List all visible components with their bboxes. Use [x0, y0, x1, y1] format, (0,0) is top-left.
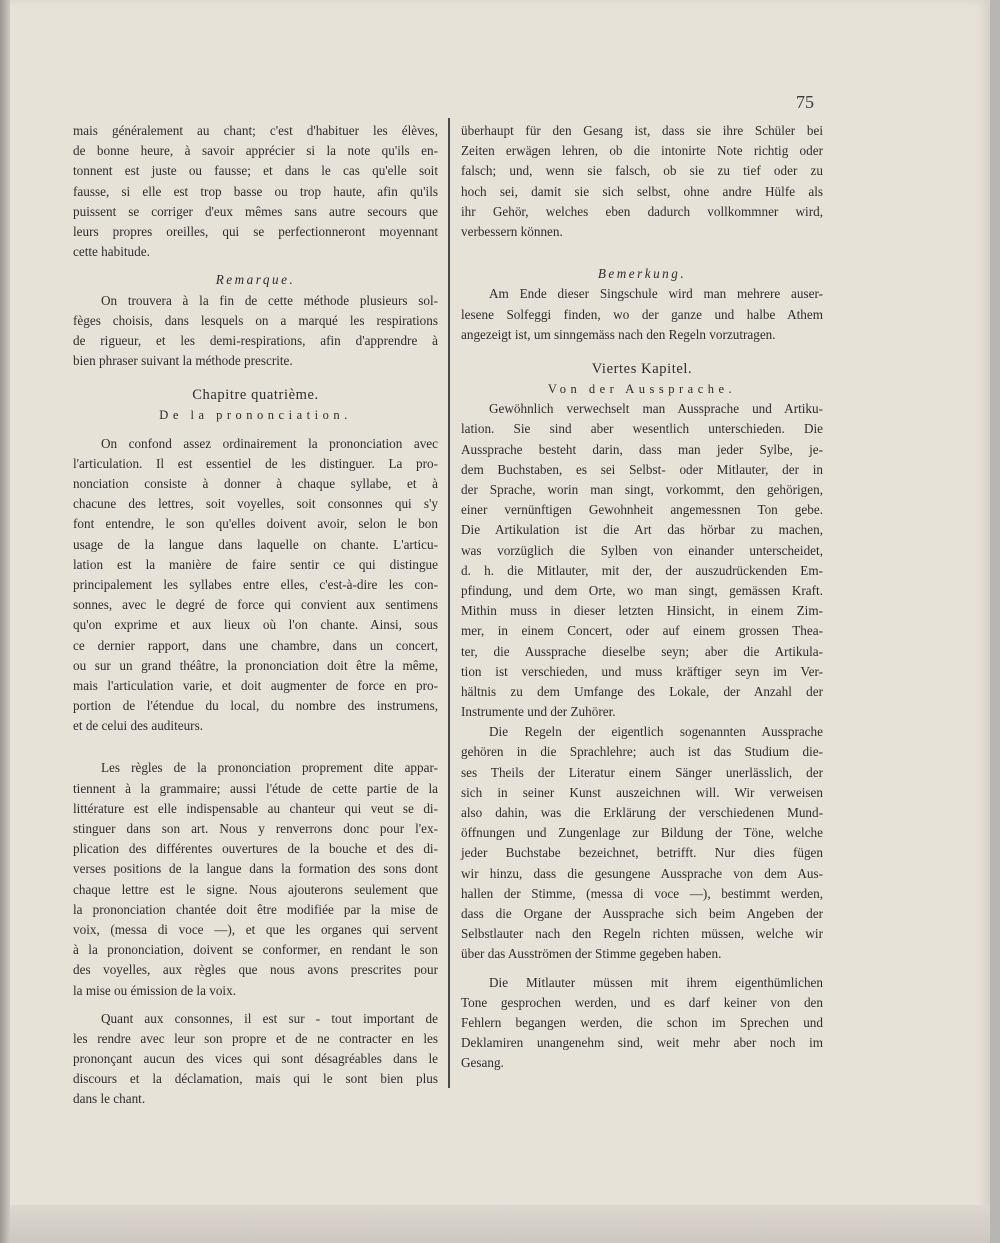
text-line: de bonne heure, à savoir apprécier si la note qu'ils en- [73, 143, 438, 159]
text-line: ihr Gehör, welches eben dadurch vollkommner wird, [461, 203, 823, 219]
text-line: Aussprache besteht darin, dass man jeder Sylbe, je- [461, 441, 823, 457]
text-line: Mithin muss in dieser letzten Hinsicht, in einem Zim- [461, 603, 823, 619]
text-line: d. h. die Mitlauter, mit der, der auszudrückenden Em- [461, 562, 823, 578]
french-column [73, 121, 438, 1110]
text-line: verses positions de la langue dans la formation des sons dont [73, 861, 438, 877]
text-line: lation est la manière de faire sentir ce qui distingue [73, 556, 438, 572]
text-line: dem Buchstaben, es sei Selbst- oder Mitlauter, der in [461, 461, 823, 477]
remark-heading: Remarque. [215, 272, 296, 288]
text-line: font entendre, le son qu'elles doivent avoir, selon le bon [73, 516, 438, 532]
text-line: la mise ou émission de la voix. [73, 982, 236, 998]
text-line: hältnis zu dem Umfange des Lokale, der Anzahl der [461, 683, 823, 699]
text-line: Instrumente und der Zuhörer. [461, 704, 616, 720]
text-line: pfindung, und dem Orte, wo man singt, gemässen Kraft. [461, 582, 823, 598]
text-line: lesene Solfeggi finden, wo der ganze und halbe Athem [461, 306, 823, 322]
text-line: mais l'articulation varie, et doit augmenter de force en pro- [73, 677, 438, 693]
text-line: ses Theils der Literatur einem Sänger unerlässlich, der [461, 764, 823, 780]
paragraph [461, 973, 823, 1074]
text-line: Zeiten erwägen lehren, ob die intonirte Note richtig oder [461, 143, 823, 159]
text-line: Die Artikulation ist die Art das hörbar zu machen, [461, 522, 823, 538]
text-line: fausse, si elle est trop basse ou trop haute, afin qu'ils [73, 183, 438, 199]
text-line: bien phraser suivant la méthode prescrite. [73, 353, 293, 369]
chapter-subtitle: De la prononciation. [159, 408, 352, 423]
text-line: qu'on exprime et aux lieux où l'on chante. Ainsi, sous [73, 617, 438, 633]
text-line: Les règles de la prononciation proprement dite appar- [101, 760, 438, 776]
text-line: principalement les syllabes entre elles, c'est-à-dire les con- [73, 576, 438, 592]
page-number: 75 [796, 92, 814, 112]
text-line: mais généralement au chant; c'est d'habituer les élèves, [73, 123, 438, 138]
text-line: voix, (messa di voce —), et que les organes qui servent [73, 921, 438, 937]
text-line: Die Mitlauter müssen mit ihrem eigenthümlichen [489, 974, 823, 990]
text-line: portion de l'étendue du local, du nombre des instrumens, [73, 698, 438, 714]
paragraph [73, 758, 438, 1000]
text-line: hallen der Stimme, (messa di voce —), bestimmt werden, [461, 885, 823, 901]
text-line: ou sur un grand théâtre, la prononciation doit être la même, [73, 657, 438, 673]
text-line: verbessern können. [461, 223, 563, 239]
paragraph [461, 121, 823, 242]
text-line: der Sprache, worin man singt, vorkommt, den gehörigen, [461, 482, 823, 497]
text-line: l'articulation. Il est essentiel de les distinguer. La pro- [73, 455, 438, 471]
text-line: Quant aux consonnes, il est sur - tout important de [101, 1010, 438, 1026]
text-line: Gewöhnlich verwechselt man Aussprache und Artiku- [489, 401, 823, 417]
text-line: chaque lettre est le signe. Nous ajouterons seulement que [73, 881, 438, 897]
text-line: also dahin, was die Erklärung der verschiedenen Mund- [461, 805, 823, 820]
text-line: littérature est elle indispensable au chanteur qui veut se di- [73, 800, 438, 816]
chapter-title: Chapitre quatrième. [192, 387, 319, 404]
text-line: mer, in einem Concert, oder auf einem grossen Thea- [461, 623, 823, 639]
page-gutter [0, 0, 10, 1243]
text-line: Selbstlauter nach den Regeln richten müssen, welche wir [461, 926, 823, 942]
remark-heading: Bemerkung. [597, 266, 687, 282]
text-line: de rigueur, et les demi-respirations, afin d'apprendre à [73, 332, 438, 348]
text-line: falsch; und, wenn sie falsch, ob sie zu tief oder zu [461, 163, 823, 179]
paragraph [73, 291, 438, 372]
text-line: et de celui des auditeurs. [73, 718, 203, 734]
text-line: Die Regeln der eigentlich sogenannten Aussprache [489, 724, 823, 740]
text-line: usage de la langue dans laquelle on chante. L'articu- [73, 536, 438, 552]
text-line: fèges choisis, dans lesquels on a marqué les respirations [73, 312, 438, 328]
text-line: Am Ende dieser Singschule wird man mehrere auser- [489, 286, 823, 302]
text-line: On trouvera à la fin de cette méthode plusieurs sol- [101, 292, 438, 308]
text-line: prononçant aucun des vices qui sont désagréables dans le [73, 1051, 438, 1067]
text-line: des voyelles, aux règles que nous avons prescrites pour [73, 962, 438, 978]
text-line: les rendre avec leur son propre et de ne contracter en les [73, 1030, 438, 1046]
text-line: angezeigt ist, um sinngemäss nach den Regeln vorzutragen. [461, 326, 776, 342]
text-line: discours et la déclamation, mais qui le sont bien plus [73, 1071, 438, 1087]
text-line: tion ist verschieden, und muss kräftiger seyn im Ver- [461, 663, 823, 679]
text-line: à la prononciation, doivent se conformer, en rendant le son [73, 942, 438, 958]
paragraph [461, 284, 823, 345]
text-line: dans le chant. [73, 1091, 146, 1107]
text-line: Deklamiren unangenehm sind, weit mehr aber noch im [461, 1035, 823, 1051]
paragraph [73, 1009, 438, 1110]
text-line: sich in seiner Kunst auszeichnen will. Wir verweisen [461, 784, 823, 800]
text-line: Tone gesprochen werden, und es darf keiner von den [461, 994, 823, 1010]
text-line: puissent se corriger d'eux mêmes sans autre secours que [73, 203, 438, 219]
text-line: jeder Buchstabe bezeichnet, betrifft. Nur dies fügen [461, 845, 823, 861]
text-line: ter, die Aussprache dieselbe seyn; aber die Artikula- [461, 643, 823, 659]
text-line: lation. Sie sind aber wesentlich unterschieden. Die [461, 421, 823, 437]
paragraph [73, 121, 438, 262]
text-line: stinguer dans son art. Nous y renverrons donc pour l'ex- [73, 821, 438, 836]
text-line: einer vernünftigen Gewohnheit angemessnen Ton gebe. [461, 502, 823, 518]
text-line: hoch sei, damit sie sich selbst, ohne andre Hülfe als [461, 183, 823, 199]
paragraph [461, 399, 823, 722]
text-line: über das Ausströmen der Stimme gegeben haben. [461, 946, 722, 962]
text-line: nonciation consiste à donner à chaque syllabe, et à [73, 476, 438, 491]
text-line: tonnent est juste ou fausse; et dans le cas qu'elle soit [73, 163, 438, 179]
page-edge [990, 0, 1000, 1243]
text-line: tiennent à la grammaire; aussi l'étude de cette partie de la [73, 780, 438, 796]
text-line: cette habitude. [73, 244, 150, 260]
german-column [461, 121, 823, 1073]
text-line: leurs propres oreilles, qui se perfectionneront moyennant [73, 223, 438, 239]
page-bottom-margin [10, 1205, 990, 1243]
text-line: sonnes, avec le degré de force qui convient aux sentimens [73, 597, 438, 613]
text-line: öffnungen und Zungenlage zur Bildung der Töne, welche [461, 825, 823, 841]
text-line: gehören in die Sprachlehre; auch ist das Studium die- [461, 744, 823, 760]
text-line: On confond assez ordinairement la prononciation avec [101, 435, 438, 451]
chapter-title: Viertes Kapitel. [591, 360, 693, 377]
text-line: ce dernier rapport, dans une chambre, dans un concert, [73, 637, 438, 653]
column-divider [448, 118, 450, 1088]
paragraph [461, 722, 823, 964]
paragraph [73, 434, 438, 737]
text-line: wir hinzu, dass die gesungene Aussprache von dem Aus- [461, 865, 823, 881]
text-line: was vorzüglich die Sylben von einander unterscheidet, [461, 542, 823, 558]
text-line: Fehlern begangen werden, die schon im Sprechen und [461, 1014, 823, 1030]
text-line: überhaupt für den Gesang ist, dass sie ihre Schüler bei [461, 123, 823, 138]
text-line: la prononciation chantée doit être modifiée par la mise de [73, 901, 438, 917]
text-line: chacune des lettres, soit voyelles, soit consonnes qui s'y [73, 496, 438, 512]
text-line: Gesang. [461, 1055, 504, 1071]
text-line: dass die Organe der Aussprache sich beim Angeben der [461, 905, 823, 921]
chapter-subtitle: Von der Aussprache. [547, 382, 737, 397]
text-line: plication des différentes ouvertures de la bouche et des di- [73, 841, 438, 857]
